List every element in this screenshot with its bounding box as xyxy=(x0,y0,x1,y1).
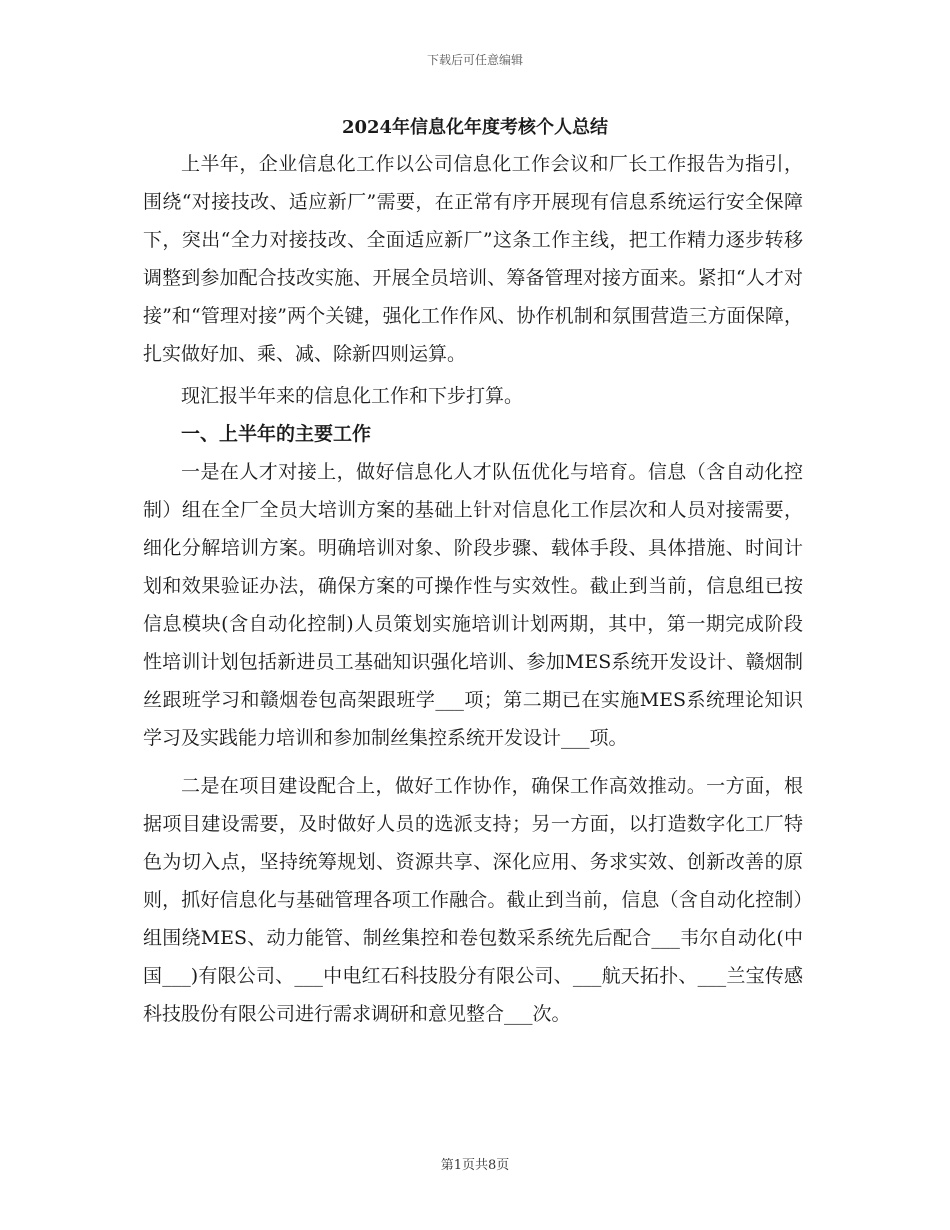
report-intro-paragraph: 现汇报半年来的信息化工作和下步打算。 xyxy=(181,385,524,407)
section-paragraph-talent: 一是在人才对接上，做好信息化人才队伍优化与培育。信息（含自动化控制）组在全厂全员大培训方案的基础上针对信息化工作层次和人员对接需要，细化分解培训方案。明确培训对象、阶段步骤、载体手段、具体措施、时间计划和效果验证办法，确保方案的可操作性与实效性。截止到当前，信息组已按信息模块(含自动化控制)人员策划实施培训计划两期，其中，第一期完成阶段性培训计划包括新进员工基础知识强化培训、参加MES系统开发设计、赣烟制丝跟班学习和赣烟卷包高架跟班学___项；第二期已在实施MES系统理论知识学习及实践能力培训和参加制丝集控系统开发设计___项。 xyxy=(143,461,803,749)
intro-paragraph: 上半年，企业信息化工作以公司信息化工作会议和厂长工作报告为指引，围绕“对接技改、适应新厂”需要，在正常有序开展现有信息系统运行安全保障下，突出“全力对接技改、全面适应新厂”这条工作主线，把工作精力逐步转移调整到参加配合技改实施、开展全员培训、筹备管理对接方面来。紧扣“人才对接”和“管理对接”两个关键，强化工作作风、协作机制和氛围营造三方面保障，扎实做好加、乘、减、除新四则运算。 xyxy=(143,153,803,365)
document-title: 2024年信息化年度考核个人总结 xyxy=(341,117,609,138)
section-heading: 一、上半年的主要工作 xyxy=(181,423,372,445)
section-paragraph-project: 二是在项目建设配合上，做好工作协作，确保工作高效推动。一方面，根据项目建设需要，及时做好人员的选派支持；另一方面，以打造数字化工厂特色为切入点，坚持统筹规划、资源共享、深化应用、务求实效、创新改善的原则，抓好信息化与基础管理各项工作融合。截止到当前，信息（含自动化控制）组围绕MES、动力能管、制丝集控和卷包数采系统先后配合___韦尔自动化(中国___)有限公司、___中电红石科技股分有限公司、___航天拓扑、___兰宝传感科技股份有限公司进行需求调研和意见整合___次。 xyxy=(143,775,803,1025)
page-header-note: 下载后可任意编辑 xyxy=(426,53,523,67)
page-footer-number: 第1页共8页 xyxy=(440,1158,510,1173)
document-body xyxy=(143,145,803,1033)
